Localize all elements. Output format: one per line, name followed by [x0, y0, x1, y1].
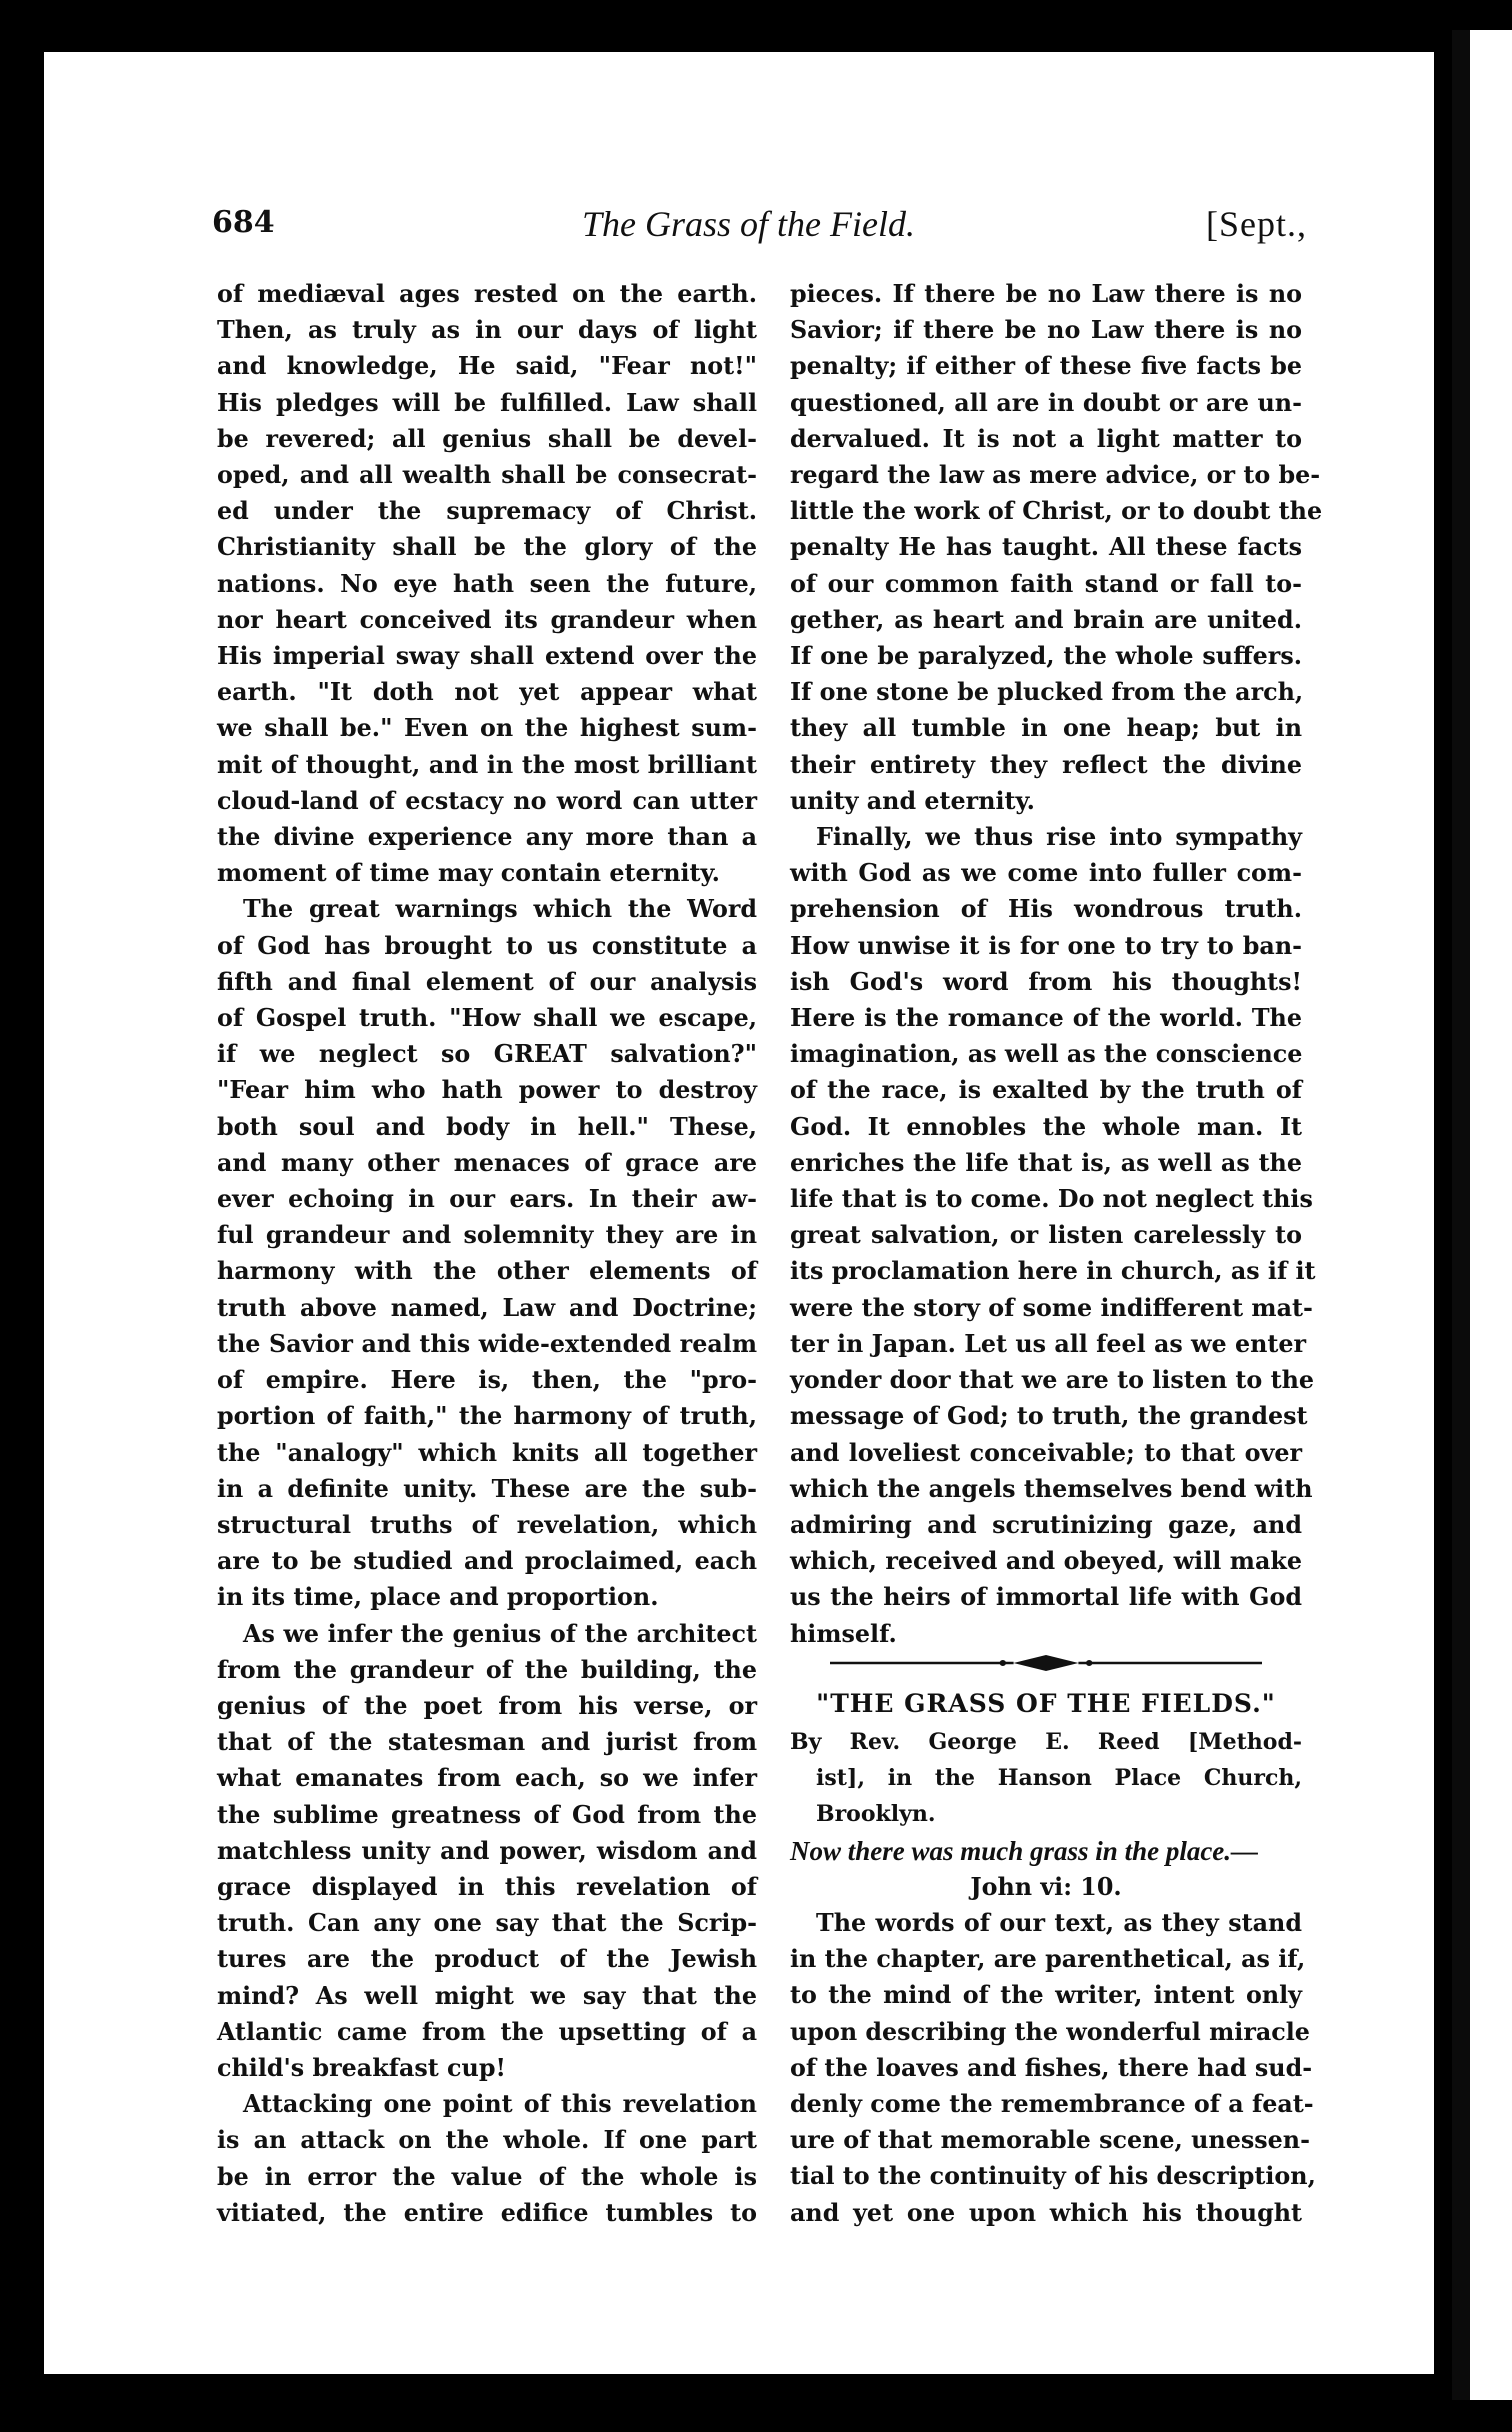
text-line: if we neglect so GREAT salvation?" — [217, 1040, 757, 1069]
text-line: of the race, is exalted by the truth of — [790, 1076, 1302, 1105]
text-line: the "analogy" which knits all together — [217, 1438, 757, 1467]
text-line: admiring and scrutinizing gaze, and — [790, 1510, 1302, 1539]
text-line: in a definite unity. These are the sub- — [217, 1474, 757, 1503]
running-header — [212, 205, 1307, 265]
text-line: its proclamation here in church, as if it — [790, 1257, 1316, 1286]
text-line: Savior; if there be no Law there is no — [790, 316, 1302, 345]
text-line: message of God; to truth, the grandest — [790, 1402, 1308, 1431]
text-line: their entirety they reflect the divine — [790, 750, 1302, 779]
text-line: the Savior and this wide-extended realm — [217, 1329, 757, 1358]
text-line: Here is the romance of the world. The — [790, 1004, 1302, 1033]
text-line: prehension of His wondrous truth. — [790, 895, 1302, 924]
text-line: of the loaves and fishes, there had sud- — [790, 2053, 1313, 2082]
text-line: with God as we come into fuller com- — [790, 859, 1302, 888]
text-line: both soul and body in hell." These, — [217, 1112, 757, 1141]
text-line: child's breakfast cup! — [217, 2053, 506, 2082]
text-line: what emanates from each, so we infer — [217, 1764, 757, 1793]
text-line: life that is to come. Do not neglect this — [790, 1185, 1313, 1214]
text-line: fifth and final element of our analysis — [217, 967, 757, 996]
text-line: Christianity shall be the glory of the — [217, 533, 757, 562]
text-line: yonder door that we are to listen to the — [790, 1366, 1315, 1395]
text-line: How unwise it is for one to try to ban- — [790, 931, 1302, 960]
text-line: His pledges will be fulfilled. Law shall — [217, 388, 757, 417]
left-column — [217, 276, 757, 2231]
text-line: in its time, place and proportion. — [217, 1583, 659, 1612]
text-line: is an attack on the whole. If one part — [217, 2126, 757, 2155]
text-line: truth above named, Law and Doctrine; — [217, 1293, 757, 1322]
text-line: of God has brought to us constitute a — [217, 931, 757, 960]
sermon-title: "THE GRASS OF THE FIELDS." — [816, 1688, 1276, 1718]
text-line: regard the law as mere advice, or to be- — [790, 461, 1321, 490]
text-line: tial to the continuity of his description, — [790, 2162, 1316, 2191]
text-line: of our common faith stand or fall to- — [790, 569, 1302, 598]
running-date: [Sept., — [1206, 204, 1307, 244]
text-line: mind? As well might we say that the — [217, 1981, 757, 2010]
text-line: penalty He has taught. All these facts — [790, 533, 1302, 562]
text-line: denly come the remembrance of a feat- — [790, 2089, 1314, 2118]
text-line: "Fear him who hath power to destroy — [217, 1076, 757, 1105]
text-line: the divine experience any more than a — [217, 823, 757, 852]
text-line: harmony with the other elements of — [217, 1257, 757, 1286]
facing-page-edge — [1452, 30, 1512, 2400]
text-line: little the work of Christ, or to doubt the — [790, 497, 1323, 526]
text-line: portion of faith," the harmony of truth, — [217, 1402, 757, 1431]
text-line: of mediæval ages rested on the earth. — [217, 280, 757, 308]
right-column — [790, 276, 1323, 2231]
text-line: vitiated, the entire edifice tumbles to — [217, 2198, 757, 2227]
text-line: tures are the product of the Jewish — [217, 1945, 757, 1974]
sermon-byline: Brooklyn. — [816, 1801, 936, 1828]
text-line: oped, and all wealth shall be consecrat- — [217, 461, 757, 490]
text-line: dervalued. It is not a light matter to — [790, 424, 1302, 453]
text-line: be in error the value of the whole is — [217, 2162, 757, 2191]
text-line: nor heart conceived its grandeur when — [217, 605, 757, 634]
text-line: pieces. If there be no Law there is no — [790, 280, 1302, 308]
text-line: Then, as truly as in our days of light — [217, 316, 757, 345]
text-line: mit of thought, and in the most brilliant — [217, 750, 757, 779]
text-line: questioned, all are in doubt or are un- — [790, 388, 1302, 417]
text-line: The words of our text, as they stand — [816, 1908, 1302, 1937]
text-line: matchless unity and power, wisdom and — [217, 1836, 757, 1865]
text-line: which, received and obeyed, will make — [790, 1547, 1302, 1576]
running-title: The Grass of the Field. — [582, 204, 915, 244]
text-line: ever echoing in our ears. In their aw- — [217, 1185, 757, 1214]
text-line: to the mind of the writer, intent only — [790, 1981, 1302, 2010]
text-line: us the heirs of immortal life with God — [790, 1583, 1302, 1612]
text-line: we shall be." Even on the highest sum- — [217, 714, 757, 743]
text-line: If one stone be plucked from the arch, — [790, 678, 1304, 707]
text-line: the sublime greatness of God from the — [217, 1800, 757, 1829]
text-line: of empire. Here is, then, the "pro- — [217, 1366, 757, 1395]
text-line: cloud-land of ecstacy no word can utter — [217, 786, 757, 815]
text-line: genius of the poet from his verse, or — [217, 1691, 757, 1720]
sermon-byline: By Rev. George E. Reed [Method- — [790, 1728, 1302, 1755]
text-line: unity and eternity. — [790, 786, 1035, 815]
text-line: in the chapter, are parenthetical, as if, — [790, 1945, 1306, 1974]
text-line: Atlantic came from the upsetting of a — [217, 2017, 757, 2046]
text-line: ful grandeur and solemnity they are in — [217, 1221, 757, 1250]
text-line: imagination, as well as the conscience — [790, 1040, 1303, 1069]
text-line: were the story of some indifferent mat- — [790, 1293, 1313, 1322]
text-line: and loveliest conceivable; to that over — [790, 1438, 1302, 1467]
text-line: enriches the life that is, as well as the — [790, 1148, 1302, 1177]
text-line: structural truths of revelation, which — [217, 1510, 757, 1539]
text-line: and knowledge, He said, "Fear not!" — [217, 352, 757, 381]
text-line: himself. — [790, 1619, 897, 1648]
text-line: truth. Can any one say that the Scrip- — [217, 1909, 757, 1938]
text-line: earth. "It doth not yet appear what — [217, 678, 757, 707]
text-line: penalty; if either of these five facts be — [790, 352, 1302, 381]
text-line: The great warnings which the Word — [243, 895, 757, 924]
text-line: from the grandeur of the building, the — [217, 1655, 757, 1684]
text-line: that of the statesman and jurist from — [217, 1728, 757, 1757]
text-line: of Gospel truth. "How shall we escape, — [217, 1004, 757, 1033]
page-number: 684 — [212, 205, 275, 240]
text-line: God. It ennobles the whole man. It — [790, 1112, 1302, 1141]
text-line: are to be studied and proclaimed, each — [217, 1547, 757, 1576]
text-line: ure of that memorable scene, unessen- — [790, 2126, 1310, 2155]
text-line: upon describing the wonderful miracle — [790, 2017, 1310, 2046]
sermon-byline: ist], in the Hanson Place Church, — [816, 1765, 1302, 1792]
text-line: If one be paralyzed, the whole suffers. — [790, 642, 1302, 671]
text-line: gether, as heart and brain are united. — [790, 605, 1302, 634]
text-line: His imperial sway shall extend over the — [217, 642, 757, 671]
text-line: ed under the supremacy of Christ. — [217, 497, 757, 526]
text-line: ter in Japan. Let us all feel as we enter — [790, 1329, 1307, 1358]
scripture-text: Now there was much grass in the place.— — [790, 1835, 1259, 1866]
text-line: great salvation, or listen carelessly to — [790, 1221, 1302, 1250]
text-line: As we infer the genius of the architect — [243, 1619, 757, 1648]
text-line: ish God's word from his thoughts! — [790, 967, 1302, 996]
text-line: Finally, we thus rise into sympathy — [816, 823, 1302, 852]
text-line: Attacking one point of this revelation — [243, 2090, 757, 2119]
text-line: moment of time may contain eternity. — [217, 859, 720, 888]
text-line: grace displayed in this revelation of — [217, 1872, 757, 1901]
text-line: and many other menaces of grace are — [217, 1148, 757, 1177]
text-line: which the angels themselves bend with — [790, 1474, 1313, 1503]
section-divider-ornament — [830, 1652, 1262, 1674]
text-line: they all tumble in one heap; but in — [790, 714, 1302, 743]
text-line: and yet one upon which his thought — [790, 2198, 1302, 2227]
text-line: be revered; all genius shall be devel- — [217, 424, 757, 453]
scripture-reference: John vi: 10. — [970, 1872, 1122, 1901]
text-line: nations. No eye hath seen the future, — [217, 569, 757, 598]
